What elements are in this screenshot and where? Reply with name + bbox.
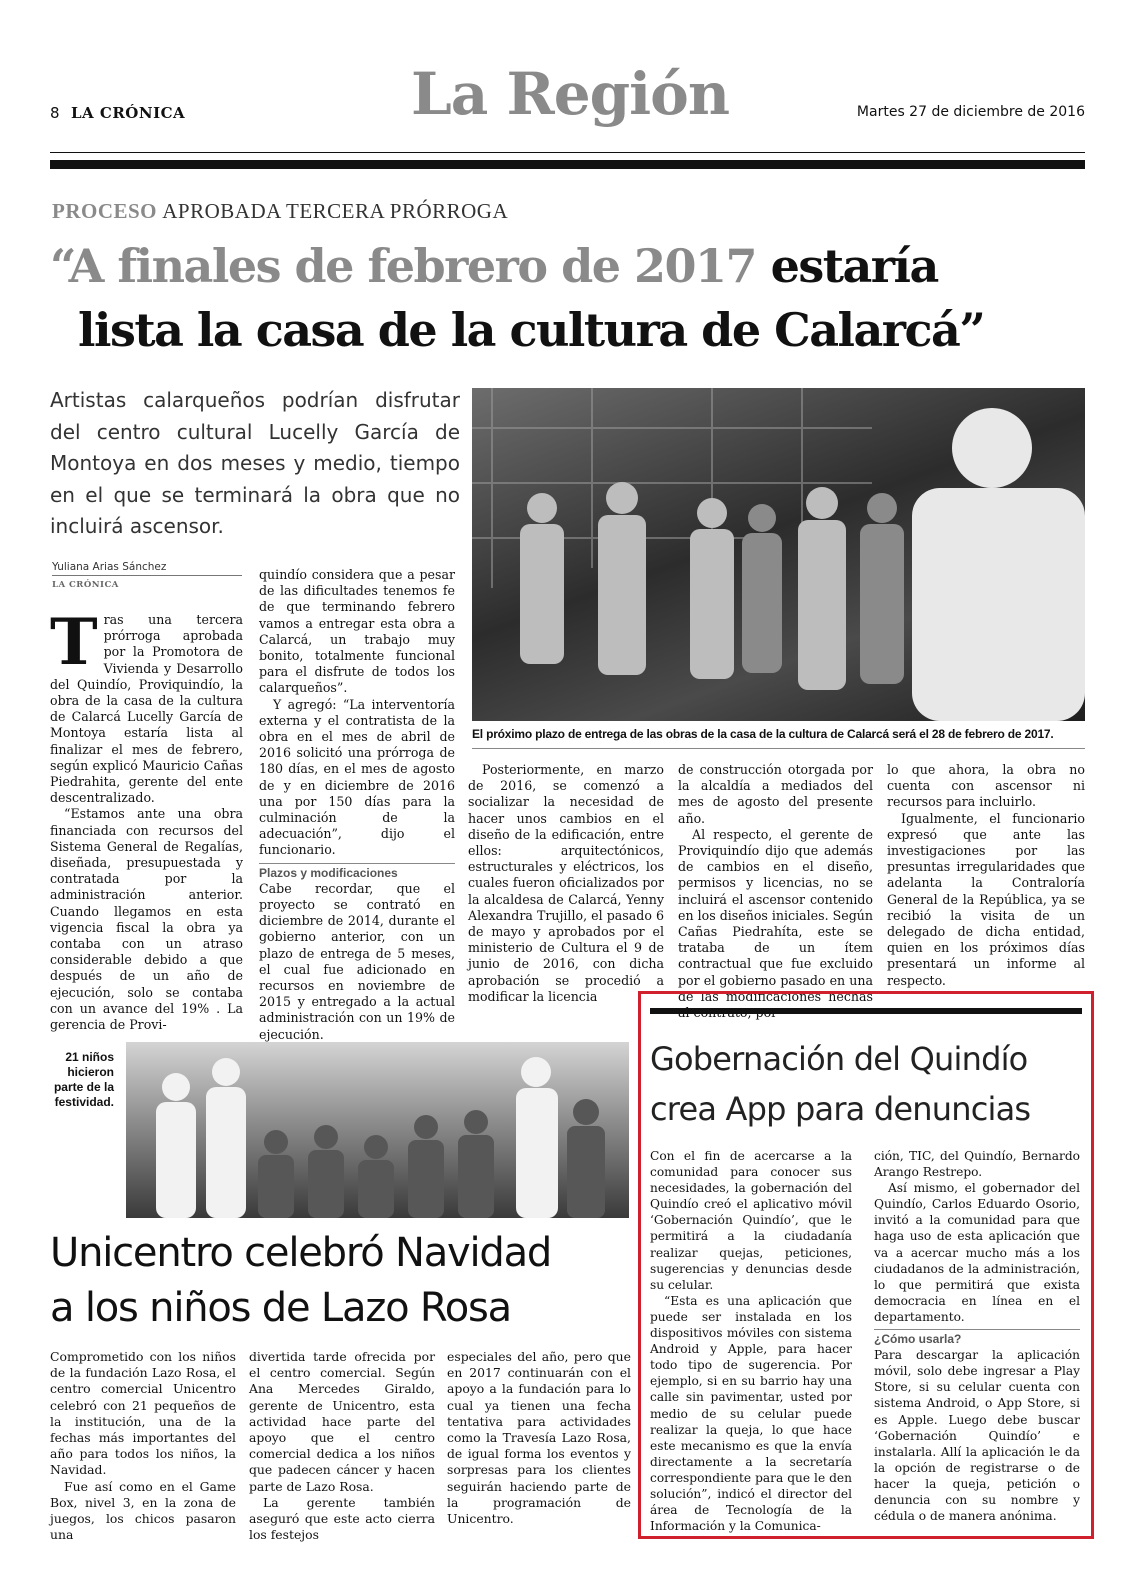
unicentro-column-1	[50, 1349, 236, 1543]
headline-black-2: lista la casa de la cultura de Calarcá”	[78, 303, 985, 357]
paragraph: ras una tercera prórroga aprobada por la Promotora de Vivienda y Desarrollo del Quindío, Proviquindío, la obra de la casa de la cultura de Calarcá Lucelly García de Montoya estaría lista al finalizar el mes de febrero, según explicó Mauricio Cañas Piedrahita, gerente del ente descentralizado.	[50, 612, 243, 806]
caption-rule	[472, 748, 1085, 749]
gobernacion-headline	[650, 1034, 1090, 1134]
paragraph: Comprometido con los niños de la fundación Lazo Rosa, el centro comercial Unicentro celebró con 21 pequeños de la institución, una de la fechas más importantes del año para todos los niños, la Navidad.	[50, 1349, 236, 1478]
headline-black-1: estaría	[770, 239, 938, 293]
byline-outlet: LA CRÓNICA	[52, 580, 119, 590]
photo-illustration	[472, 388, 1085, 721]
paragraph: Y agregó: “La interventoría externa y el contratista de la obra en el mes de abril de 2016 solicitó una prórroga de 180 días, en el mes de agosto de y en diciembre de 2016 una por 150 días para la culminación de la adecuación”, dijo el funcionario.	[259, 696, 455, 858]
article-column-5	[887, 762, 1085, 989]
paragraph: Al respecto, el gerente de Proviquindío dijo que además de cambios en el diseño, permisos y licencias, no se incluirá el ascensor contenido en los diseños iniciales. Según Cañas Piedrahíta, este se trataba de un ítem contractual que fue excluido por el gobierno pasado en una de las modificaciones hechas	[678, 826, 873, 1004]
paragraph: divertida tarde ofrecida por el centro comercial. Según Ana Mercedes Giraldo, gerente de Unicentro, esta actividad hace parte del apoyo que el centro comercial dedica a los niños que padecen cáncer y hacen parte de Lazo Rosa.	[249, 1349, 435, 1494]
headline-grey: “A finales de febrero de 2017	[50, 239, 757, 293]
children-photo	[126, 1042, 629, 1218]
unicentro-photo-caption: 21 niños hicieron parte de la festividad.	[53, 1050, 114, 1109]
page-number: 8	[50, 104, 60, 122]
subhead-como-usarla: ¿Cómo usarla?	[874, 1329, 1080, 1347]
kicker-label: PROCESO	[52, 199, 158, 223]
paper-name: LA CRÓNICA	[71, 104, 186, 122]
section-title: La Región	[410, 60, 730, 128]
paragraph: especiales del año, pero que en 2017 continuarán con el apoyo a la fundación para lo cual ya tienen una fecha tentativa para actividades como la Travesía Lazo Rosa, de igual forma los eventos y sorpresas para los clientes seguirán haciendo parte de la programación de Unicentro.	[447, 1349, 631, 1527]
paragraph: “Esta es una aplicación que puede ser instalada en los dispositivos móviles con sistema Android y Apple, para hacer todo tipo de sugerencia. Por ejemplo, si en su barrio hay una calle sin pavimentar, usted por medio de su celular puede realizar la queja, lo que hace este mecanismo es que la envía directamente a la secretaría correspondiente para que le den solución”, indicó el director del área de Tecnología de la Información y la Comunica-	[650, 1293, 852, 1534]
paragraph: ción, TIC, del Quindío, Bernardo Arango Restrepo.	[874, 1149, 1080, 1180]
paragraph: quindío considera que a pesar de las dificultades tenemos fe de que terminando febrero vamos a entregar esta obra a Calarcá, un trabajo muy bonito, totalmente funcional para el disfrute de todos los calarqueños”.	[259, 567, 455, 696]
headline-line-2: a los niños de Lazo Rosa	[50, 1285, 511, 1331]
paragraph: La gerente también aseguró que este acto cierra los festejos	[249, 1494, 435, 1543]
unicentro-column-2	[249, 1349, 435, 1543]
paragraph: lo que ahora, la obra no cuenta con ascensor ni recursos para incluirlo.	[887, 762, 1085, 810]
gobernacion-column-1	[650, 1148, 852, 1534]
article-column-3	[468, 762, 664, 1005]
paragraph: “Estamos ante una obra financiada con recursos del Sistema General de Regalías, diseñada, presupuestada y contratada por la administración anterior. Cuando llegamos en esta vigencia fiscal la obra ya contaba con un atraso considerable debido a que después de un año de ejecución, solo se contaba con un avance del 19% . La gerencia de Provi-	[50, 806, 243, 1033]
paragraph: Fue así como en el Game Box, nivel 3, en la zona de juegos, los chicos pasaron una	[50, 1478, 236, 1543]
unicentro-headline	[50, 1226, 630, 1336]
children-photo-illustration	[126, 1042, 629, 1218]
gobernacion-column-2	[874, 1148, 1080, 1524]
headline-line-2: crea App para denuncias	[650, 1090, 1031, 1128]
paragraph: Para descargar la aplicación móvil, solo debe ingresar a Play Store, si su celular cuenta con sistema Android, o App Store, si es Apple. Luego debe buscar ‘Gobernación Quindío’ e instalarla. Allí la aplicación le da la opción de registrarse o de hacer la queja, petición o denuncia con su nombre y cédula o de manera anónima.	[874, 1348, 1080, 1524]
paragraph: Posteriormente, en marzo de 2016, se comenzó a socializar la necesidad de hacer unos cambios en el diseño de la edificación, entre ellos: arquitectónicos, estructurales y eléctricos, los cuales fueron oficializados por la alcaldesa de Calarcá, Yenny Alexandra Trujillo, el pasado 6 de mayo y aprobados por el ministerio de Cultura el 9 de junio de 2016, con dicha aprobación se procedió a modificar la licencia	[468, 762, 664, 1004]
article-column-2	[259, 567, 455, 1043]
gobernacion-top-rule	[650, 1008, 1082, 1014]
article-column-1	[50, 605, 243, 1033]
lead-paragraph: Artistas calarqueños podrían disfrutar del centro cultural Lucelly García de Montoya en dos meses y medio, tiempo en el que se terminará la obra que no incluirá ascensor.	[50, 388, 460, 538]
subhead-plazos: Plazos y modificaciones	[259, 863, 455, 881]
masthead-rule-thick	[50, 160, 1085, 169]
masthead-rule-thin	[50, 152, 1085, 153]
kicker-sub: APROBADA TERCERA PRÓRROGA	[162, 199, 509, 223]
article-column-4	[678, 762, 873, 1021]
paragraph: Así mismo, el gobernador del Quindío, Carlos Eduardo Osorio, invitó a la comunidad para que haga uso de esta aplicación que va a acercar mucho más a los ciudadanos de la administración, lo que permitirá que exista democracia en línea en el departamento.	[874, 1181, 1080, 1324]
paragraph: Con el fin de acercarse a la comunidad para conocer sus necesidades, la gobernación del Quindío creó el aplicativo móvil ‘Gobernación Quindío’, que le permitirá a la ciudadanía realizar quejas, peticiones, sugerencias y denuncias desde su celular.	[650, 1149, 852, 1292]
drop-cap: T	[50, 605, 98, 680]
byline: Yuliana Arias Sánchez	[52, 561, 242, 576]
construction-photo	[472, 388, 1085, 721]
paragraph: Cabe recordar, que el proyecto se contrató en diciembre de 2014, durante el gobierno anterior, con un plazo de entrega de 5 meses, el cual fue adicionado en recursos en noviembre de 2015 y entregado a la actual administración con un 19% de ejecución.	[259, 880, 455, 1042]
headline-line-1: Unicentro celebró Navidad	[50, 1230, 552, 1276]
paragraph: Igualmente, el funcionario expresó que ante las investigaciones por las presuntas irregularidades que adelanta la Contraloría General de la República, ya se recibió la visita de un delegado de dicha entidad, quien en los próximos días presentará un informe al respecto.	[887, 810, 1085, 988]
issue-date: Martes 27 de diciembre de 2016	[856, 104, 1085, 120]
unicentro-column-3	[447, 1349, 631, 1527]
paragraph: de construcción otorgada por la alcaldía a mediados del mes de agosto del presente año.	[678, 762, 873, 826]
kicker	[52, 199, 508, 224]
headline-line-1: Gobernación del Quindío	[650, 1040, 1028, 1078]
main-photo-caption: El próximo plazo de entrega de las obras de la casa de la cultura de Calarcá será el 28 de febrero de 2017.	[472, 727, 1054, 741]
main-headline	[50, 234, 1090, 362]
